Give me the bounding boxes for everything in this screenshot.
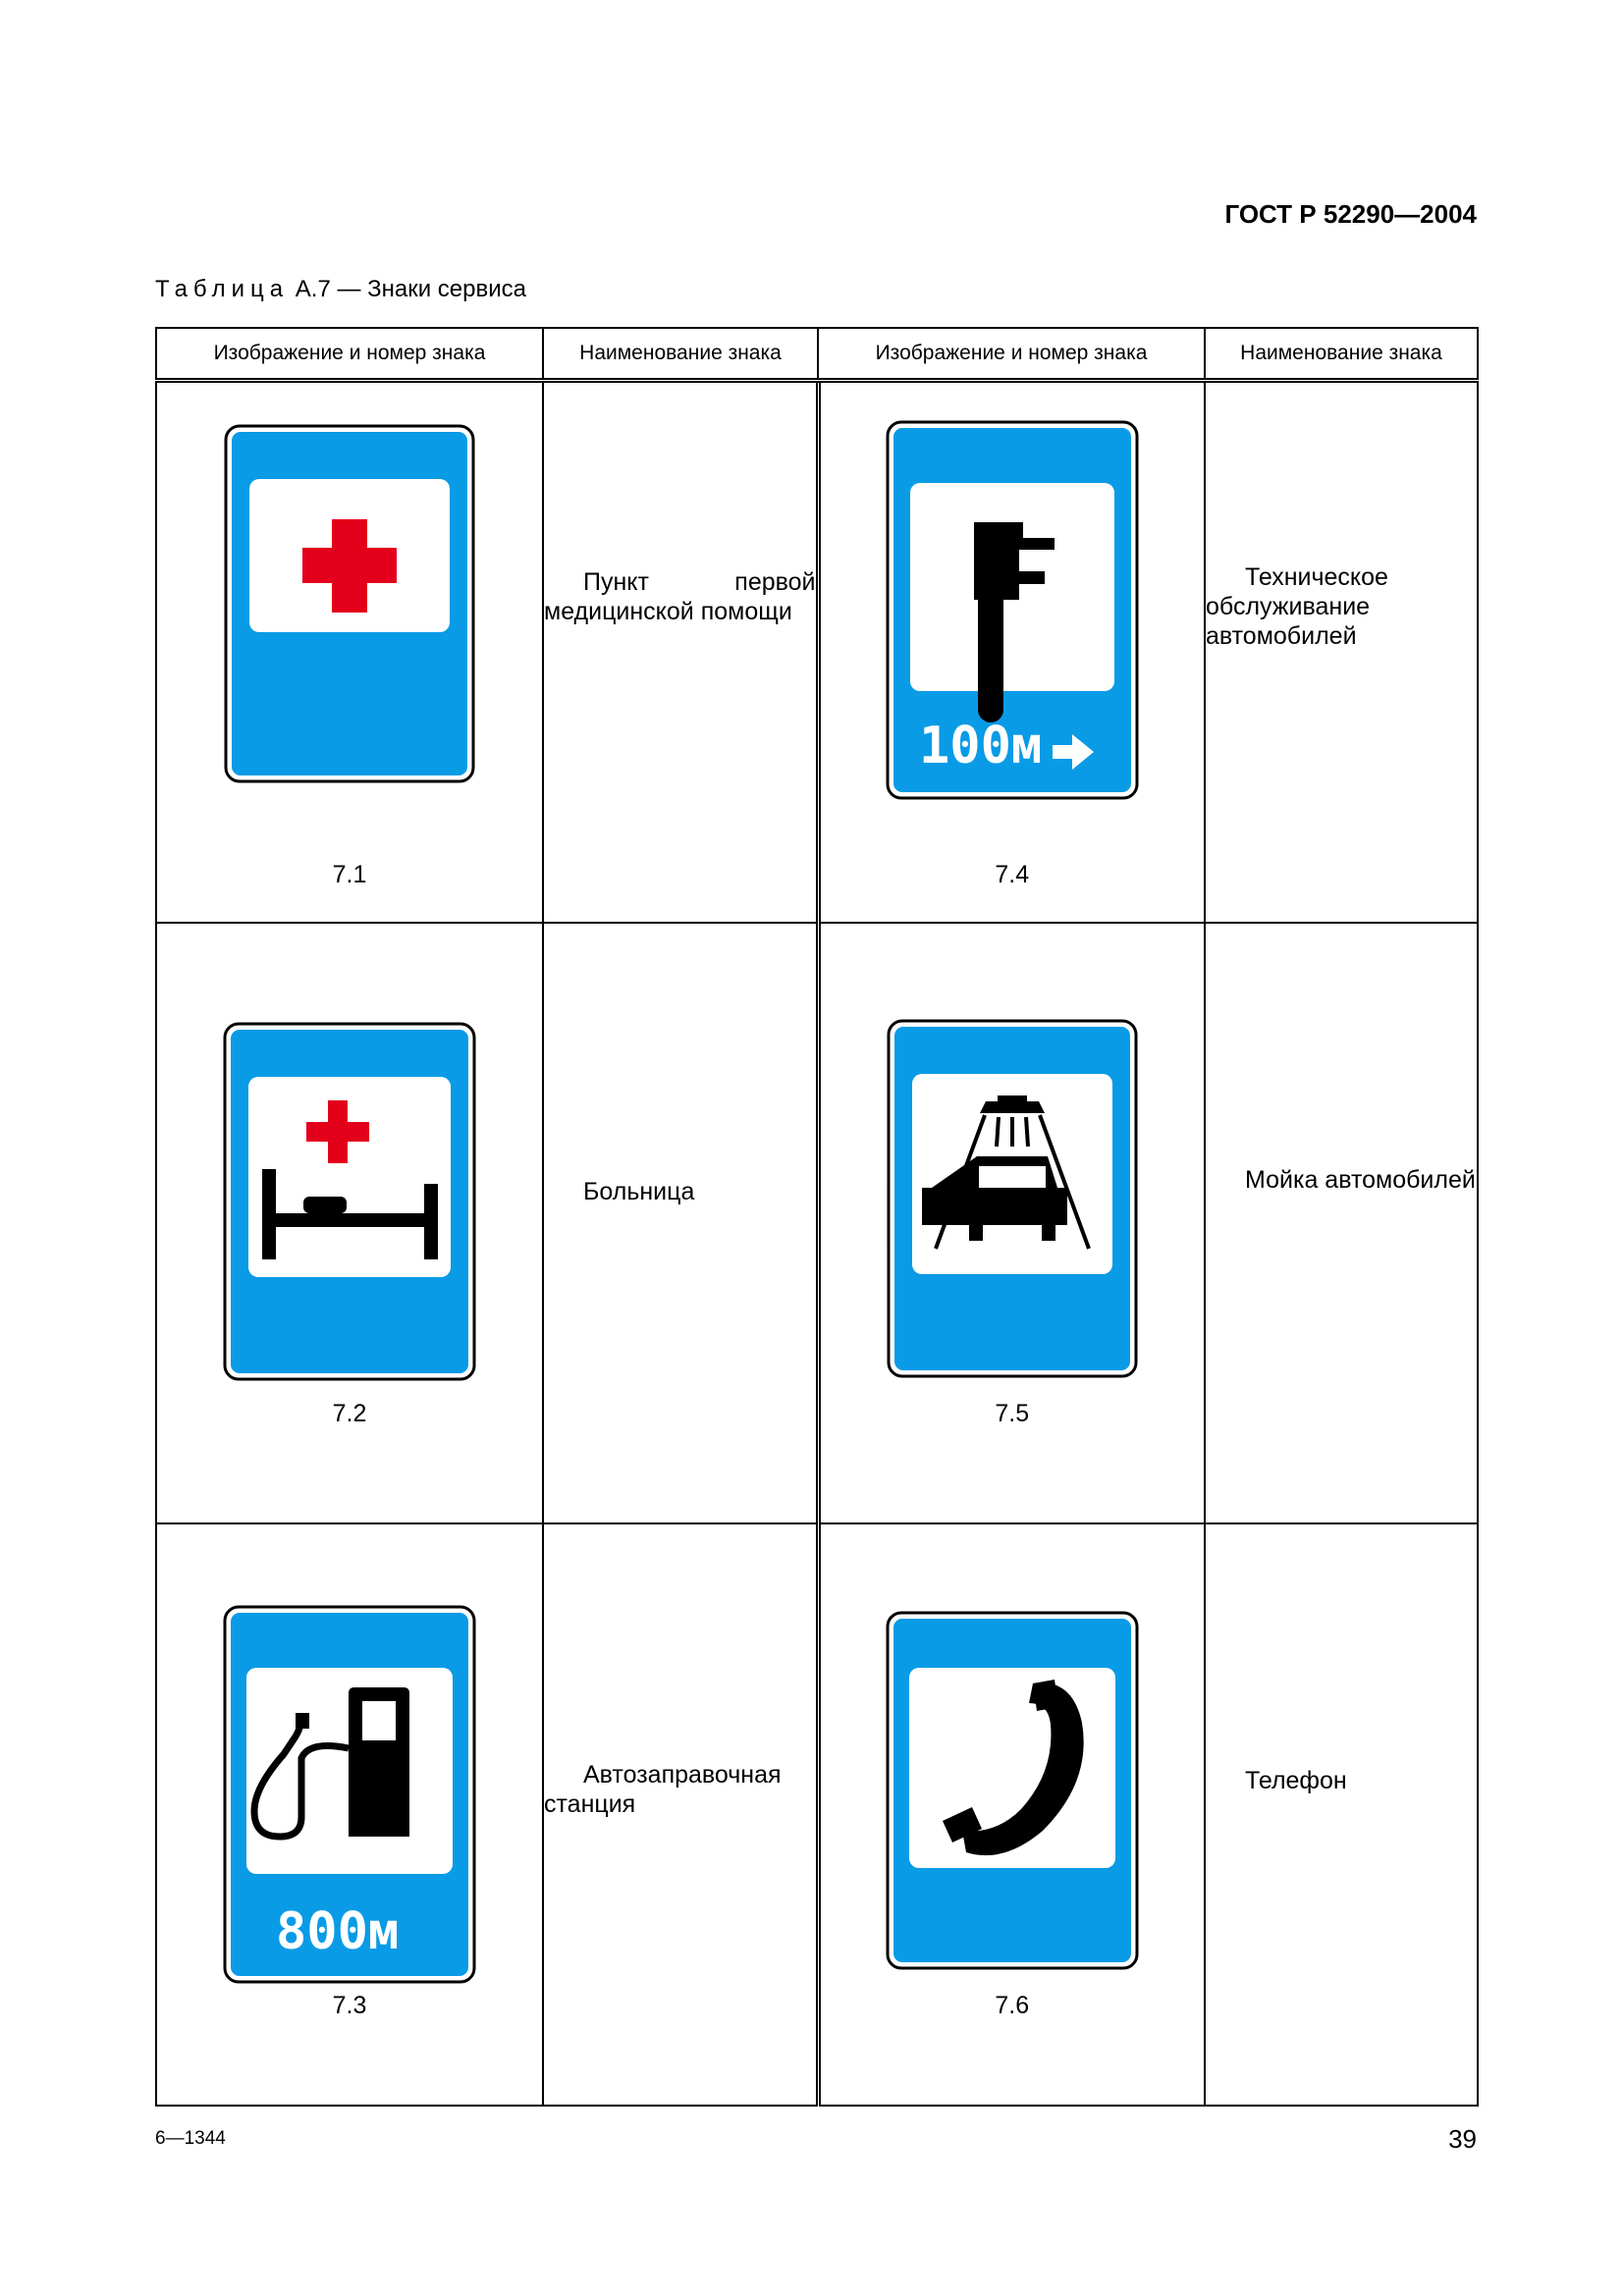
sign-name: Больница [583, 1178, 695, 1206]
sign-number: 7.3 [332, 1992, 367, 2020]
sign-name: Мойка автомобилей [1245, 1166, 1476, 1195]
sign-name: Техническое обслуживание автомобилей [1206, 563, 1388, 651]
column-header-image: Изображение и номер знака [818, 328, 1205, 381]
telephone-icon [886, 1611, 1139, 1970]
sign-name-cell [543, 923, 818, 1523]
sign-number: 7.6 [995, 1992, 1030, 2020]
standard-designation: ГОСТ Р 52290—2004 [1224, 199, 1477, 229]
sign-name: Телефон [1245, 1767, 1347, 1795]
sign-name-cell [1205, 923, 1478, 1523]
distance-plate: 100м [918, 717, 1042, 776]
table-row [156, 1523, 1478, 2106]
car-wash-icon [887, 1019, 1138, 1378]
sign-cell-7-4 [818, 381, 1205, 924]
sign-name: Автозаправочная станция [544, 1761, 782, 1819]
table-header-row [156, 328, 1478, 381]
sign-name-cell [1205, 381, 1478, 924]
service-signs-table [155, 327, 1479, 2107]
distance-plate: 800м [276, 1902, 400, 1962]
column-header-image: Изображение и номер знака [156, 328, 543, 381]
hospital-bed-icon [223, 1022, 476, 1381]
table-caption [155, 276, 526, 303]
print-code: 6—1344 [155, 2128, 226, 2149]
sign-name: Пункт первой медицинской помощи [544, 568, 816, 626]
sign-number: 7.4 [995, 861, 1030, 889]
sign-cell-7-6 [818, 1523, 1205, 2106]
table-row [156, 381, 1478, 924]
first-aid-cross-icon [224, 424, 475, 783]
table-row [156, 923, 1478, 1523]
wrench-icon [886, 420, 1139, 800]
table-caption-label: Таблица [155, 276, 290, 302]
table-caption-text: А.7 — Знаки сервиса [289, 276, 527, 302]
fuel-pump-icon [223, 1605, 476, 1984]
sign-cell-7-1 [156, 381, 543, 924]
sign-number: 7.5 [995, 1400, 1030, 1428]
page-number: 39 [1448, 2124, 1477, 2154]
sign-number: 7.2 [332, 1400, 367, 1428]
sign-name-cell [1205, 1523, 1478, 2106]
sign-cell-7-5 [818, 923, 1205, 1523]
column-header-name: Наименование знака [1205, 328, 1478, 381]
sign-name-cell [543, 1523, 818, 2106]
sign-number: 7.1 [332, 861, 367, 889]
sign-cell-7-3 [156, 1523, 543, 2106]
sign-name-cell [543, 381, 818, 924]
sign-cell-7-2 [156, 923, 543, 1523]
column-header-name: Наименование знака [543, 328, 818, 381]
